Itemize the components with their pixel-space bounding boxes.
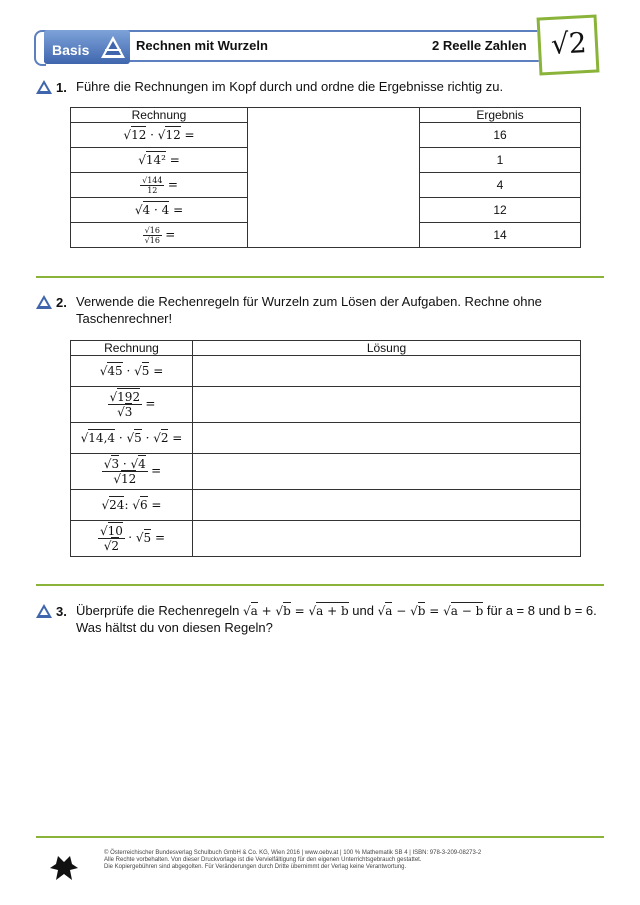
task2-answer-2[interactable] xyxy=(193,387,581,423)
task2-col-left: Rechnung xyxy=(71,341,193,356)
task1-matching-area[interactable] xyxy=(247,107,419,248)
task1-calc-5: $\frac{√16}{√16}$ = xyxy=(71,223,248,248)
task1-result-4: 12 xyxy=(420,198,581,223)
footer-divider xyxy=(36,836,604,838)
section-divider-2 xyxy=(36,584,604,586)
chapter-title: 2 Reelle Zahlen xyxy=(432,38,527,53)
task1-result-table xyxy=(419,107,581,248)
task-level-icon xyxy=(36,295,52,309)
footer-line-1: © Österreichischer Bundesverlag Schulbuch GmbH & Co. KG, Wien 2016 | www.oebv.at | 100 % Mathematik SB 4 | ISBN: 978-3-209-08273-2 xyxy=(104,850,482,856)
task2-answer-4[interactable] xyxy=(193,454,581,490)
page-title: Rechnen mit Wurzeln xyxy=(136,38,268,53)
task-level-icon xyxy=(36,604,52,618)
task2-answer-1[interactable] xyxy=(193,356,581,387)
task3-text-line2: Was hältst du von diesen Regeln? xyxy=(76,620,273,635)
task2-col-right: Lösung xyxy=(193,341,581,356)
task2-answer-6[interactable] xyxy=(193,521,581,557)
task-level-icon xyxy=(36,80,52,94)
task2-calc-5: √24: √6 = xyxy=(71,490,193,521)
footer-line-3: Die Kopiergebühren sind abgegolten. Für Veränderungen durch Dritte übernimmt der Verlag keine Verantwortung. xyxy=(104,864,407,870)
task3-number: 3. xyxy=(56,604,67,619)
task1-col-right: Ergebnis xyxy=(420,108,581,123)
task1-result-5: 14 xyxy=(420,223,581,248)
task2-text-line2: Taschenrechner! xyxy=(76,311,173,326)
basis-badge xyxy=(44,30,130,64)
task2-table xyxy=(70,340,581,557)
task1-result-2: 1 xyxy=(420,148,581,173)
footer-line-2: Alle Rechte vorbehalten. Von dieser Druckvorlage ist die Vervielfältigung für den eigenen Unterrichtsgebrauch gestattet. xyxy=(104,857,422,863)
task2-text-line1: Verwende die Rechenregeln für Wurzeln zum Lösen der Aufgaben. Rechne ohne xyxy=(76,294,542,309)
task1-calc-4: √4 · 4 = xyxy=(71,198,248,223)
task1-calc-1: √12 · √12 = xyxy=(71,123,248,148)
task1-calc-table xyxy=(70,107,248,248)
task1-result-1: 16 xyxy=(420,123,581,148)
task1-calc-3: $\frac{√144}{12}$ = xyxy=(71,173,248,198)
task3-und: und xyxy=(348,603,378,618)
task2-calc-2: $\frac{√192}{√3}$ = xyxy=(71,387,193,423)
task3-text-suffix: für a = 8 und b = 6. xyxy=(483,603,597,618)
task3-text-prefix: Überprüfe die Rechenregeln xyxy=(76,603,243,618)
task1-result-3: 4 xyxy=(420,173,581,198)
task1-calc-2: √14² = xyxy=(71,148,248,173)
task2-calc-6: $\frac{√10}{√2}$ · √5 = xyxy=(71,521,193,557)
task1-number: 1. xyxy=(56,80,67,95)
publisher-logo-icon xyxy=(50,854,78,882)
task3-text-line1 xyxy=(76,603,597,619)
task2-number: 2. xyxy=(56,295,67,310)
task1-text: Führe die Rechnungen im Kopf durch und ordne die Ergebnisse richtig zu. xyxy=(76,79,504,94)
task2-calc-3: √14,4 · √5 · √2 = xyxy=(71,423,193,454)
task2-answer-3[interactable] xyxy=(193,423,581,454)
basis-triangle-icon xyxy=(100,34,126,60)
task2-answer-5[interactable] xyxy=(193,490,581,521)
task1-col-left: Rechnung xyxy=(71,108,248,123)
sqrt-badge xyxy=(537,14,600,75)
task3-rule1: √a + √b = √a + b xyxy=(242,604,349,618)
footer-text xyxy=(104,850,564,871)
sqrt-badge-label: √2 xyxy=(550,26,588,61)
task3-rule2: √a − √b = √a − b xyxy=(377,604,484,618)
section-divider-1 xyxy=(36,276,604,278)
task2-calc-4: $\frac{√3 \cdot √4}{√12}$ = xyxy=(71,454,193,490)
task2-calc-1: √45 · √5 = xyxy=(71,356,193,387)
basis-label: Basis xyxy=(52,42,90,58)
